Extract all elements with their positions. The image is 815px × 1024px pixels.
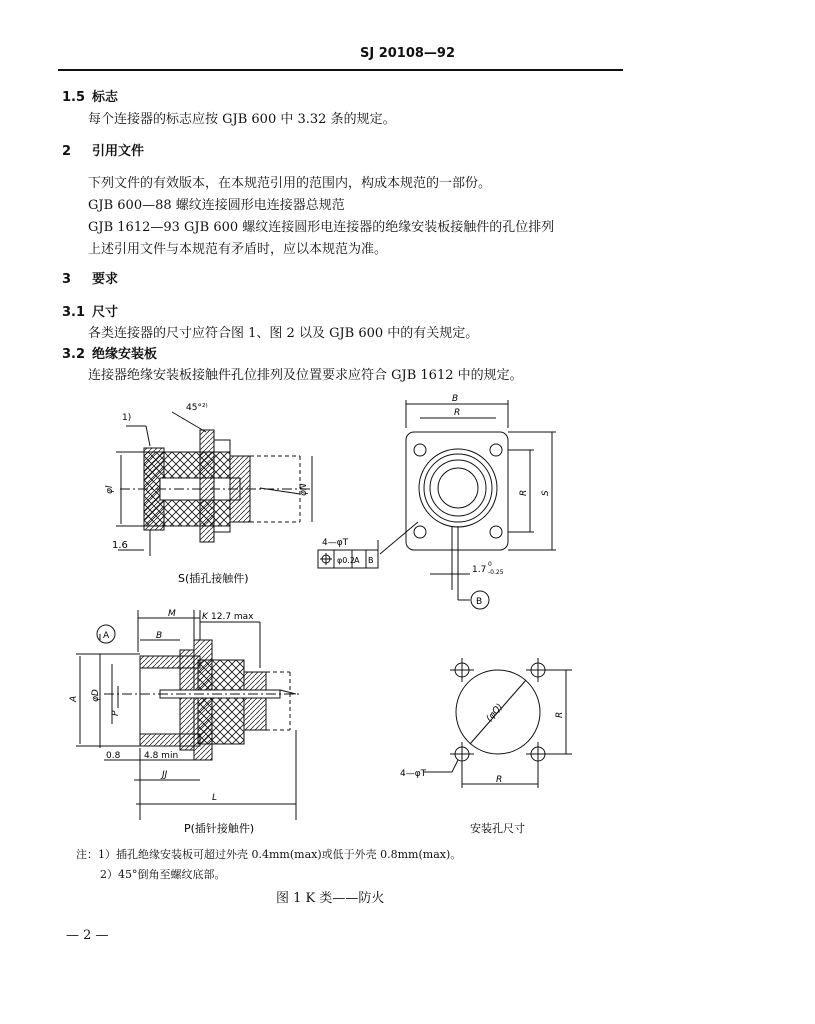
caption-mounting: 安装孔尺寸	[470, 822, 525, 835]
paragraph-ref2: GJB 1612—93 GJB 600 螺纹连接圆形电连接器的绝缘安装板接触件的孔位排列	[88, 220, 555, 235]
section-title: 要求	[92, 272, 119, 287]
label-datum-B-frame: B	[368, 556, 374, 565]
caption-socket: S(插孔接触件)	[178, 572, 249, 585]
note-1: 注：1）插孔绝缘安装板可超过外壳 0.4mm(max)或低于外壳 0.8mm(max)。	[76, 848, 462, 861]
paragraph-refs-intro: 下列文件的有效版本，在本规范引用的范围内，构成本规范的一部份。	[88, 176, 492, 191]
section-number: 1.5	[62, 90, 86, 105]
label-B-top: B	[452, 394, 459, 404]
caption-pin: P(插针接触件)	[184, 822, 255, 835]
paragraph-dimensions: 各类连接器的尺寸应符合图 1、图 2 以及 GJB 600 中的有关规定。	[88, 326, 479, 341]
label-R-mount-bottom: R	[496, 775, 503, 785]
label-4-8-min: 4.8 min	[144, 751, 179, 761]
figure-title: 图 1 K 类——防火	[276, 891, 385, 906]
section-title: 标志	[92, 90, 119, 105]
label-JJ: JJ	[162, 770, 168, 780]
label-S-side: S	[541, 490, 551, 496]
label-phi-n: φN	[299, 483, 309, 496]
socket-side-view	[116, 412, 312, 556]
section-number: 3.2	[62, 347, 86, 362]
paragraph-ref1: GJB 600—88 螺纹连接圆形电连接器总规范	[88, 198, 345, 213]
label-chamfer: 45°²⁾	[186, 403, 208, 413]
section-number: 3.1	[62, 305, 86, 320]
note-2: 2）45°倒角至螺纹底部。	[100, 868, 226, 881]
label-phi-l: φl	[105, 485, 115, 494]
section-number: 2	[62, 144, 72, 159]
label-1-6: 1.6	[112, 540, 128, 551]
section-title: 尺寸	[92, 305, 119, 320]
label-1-7: 1.7	[472, 565, 487, 575]
label-A-dim: A	[69, 695, 79, 702]
label-R-top: R	[454, 408, 461, 418]
label-0-8: 0.8	[106, 751, 121, 761]
paragraph-marking: 每个连接器的标志应按 GJB 600 中 3.32 条的规定。	[88, 112, 396, 127]
label-datum-A-circle: A	[103, 631, 110, 641]
flange-front-view	[318, 400, 556, 609]
label-M: M	[168, 609, 176, 619]
page-number: — 2 —	[66, 928, 109, 943]
label-R-mount-side: R	[555, 711, 565, 718]
label-12-7-max: 12.7 max	[211, 612, 254, 622]
label-1-7-tol-lower: -0.25	[488, 569, 504, 576]
label-holes-T-top: 4—φT	[322, 538, 349, 548]
section-number: 3	[62, 272, 72, 287]
mounting-hole-view	[424, 658, 572, 788]
label-datum-B-circle: B	[476, 597, 483, 607]
document-header: SJ 20108—92	[359, 46, 456, 61]
label-note1-ref: 1)	[122, 413, 132, 423]
paragraph-insulator: 连接器绝缘安装板接触件孔位排列及位置要求应符合 GJB 1612 中的规定。	[88, 368, 523, 383]
pin-side-view	[76, 610, 300, 820]
label-L: L	[212, 793, 218, 803]
label-tol-value: φ0.2	[337, 556, 355, 565]
label-P-dim: P	[111, 710, 121, 716]
label-R-side: R	[519, 489, 529, 496]
label-K: K	[202, 612, 208, 622]
label-phi-Q: (φQ)	[484, 702, 506, 724]
section-title: 引用文件	[92, 144, 145, 159]
label-1-7-tol-upper: 0	[488, 561, 492, 568]
label-holes-T-bottom: 4—φT	[400, 769, 427, 779]
section-title: 绝缘安装板	[92, 347, 158, 362]
label-B-pin: B	[156, 631, 163, 641]
label-phi-D: φD	[91, 689, 101, 702]
label-datum-A-frame: A	[354, 556, 360, 565]
paragraph-refs-conflict: 上述引用文件与本规范有矛盾时，应以本规范为准。	[88, 242, 388, 257]
